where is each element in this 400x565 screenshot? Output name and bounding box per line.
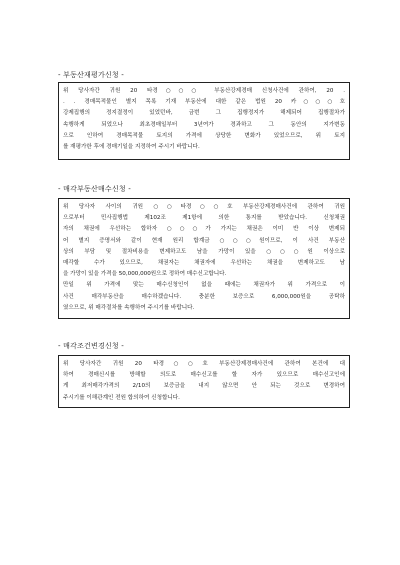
content-box [58, 198, 350, 319]
content-box [58, 355, 350, 408]
text-line: 자의 채권에 우선하는 합하자 ○○○가 가지는 채권은 이미 반 이상 변제되 [63, 226, 345, 233]
text-line: 을 가망이 있을 가격을 50,000,000원으로 정하여 매수신고합니다. [63, 271, 227, 278]
text-line: 강제집행의 정지결정이 있었던바, 금번 그 집행정지가 해제되어 집행절차가 [63, 110, 345, 117]
section-title: - 부동산재평가신청 - [58, 71, 124, 79]
text-line: . . 경매목적물인 별지 목록 기재 부동산에 대한 같은 법원 20 카○○○호 [63, 99, 345, 106]
section-title: - 매각부동산매수신청 - [58, 185, 131, 193]
text-line: 으로부터 민사집행법 제102조 제1항에 의한 통지를 받았습니다. 신청채권 [63, 215, 345, 222]
text-line: 위 당사자간 귀원 20 타경○○○ 부동산강제경매 신청사건에 관하여, 20 . [63, 88, 345, 94]
section-title: - 매각조건변경신청 - [58, 342, 124, 350]
text-line: 매각할 수가 있으므로, 채권자는 채권자에 우선하는 채권을 변제하고도 남 [63, 259, 345, 266]
text-line: 만일 위 가격에 맞는 매수신청인이 없을 때에는 채권자가 위 가격으로 이 [63, 282, 345, 289]
text-line: 게 최저매각가격의 2/10의 보증금을 내지 않으면 안 되는 것으로 변경하여 [63, 383, 345, 390]
text-line: 를 재평가한 후에 경매기일을 지정하여 주시기 바랍니다. [63, 143, 200, 150]
text-line: 상의 부담 및 절차비용을 변제하고도 남을 가망이 있을 ○○○원 이상으로 [63, 248, 345, 255]
text-line: 주시기를 이해관계인 전원 합의하여 신청합니다. [63, 394, 180, 401]
text-line: 위 당사자간 귀원 20 타경○○호 부동산강제경매사건에 관하여 본건에 대 [63, 361, 345, 367]
text-line: 어 별지 증명서와 같이 현재 원리 합계금 ○○○원이므로, 이 사건 부동산 [63, 237, 345, 244]
text-line: 사건 매각부동산을 매수하겠습니다. 충분한 보증으로 6,000,000원을 공탁하 [63, 293, 345, 300]
text-line: 속행하게 되었으나 최초경매일부터 3년여가 경과하고 그 동안의 지가변동 [63, 121, 345, 128]
text-line: 하여 경매신시를 방해할 의도로 매수신고를 할 자가 있으므로 매수신고인에 [63, 372, 345, 379]
text-line: 였으므로, 위 매각절차를 속행하여 주시기를 바랍니다. [63, 304, 195, 311]
content-box [58, 82, 350, 160]
text-line: 으로 인하여 경매목적물 토지의 가격에 상당한 변화가 있었으므로, 위 토지 [63, 132, 345, 139]
text-line: 위 당사자 사이의 귀원 ○○타경○○호 부동산강제경매사건에 관하여 귀원 [63, 204, 345, 210]
